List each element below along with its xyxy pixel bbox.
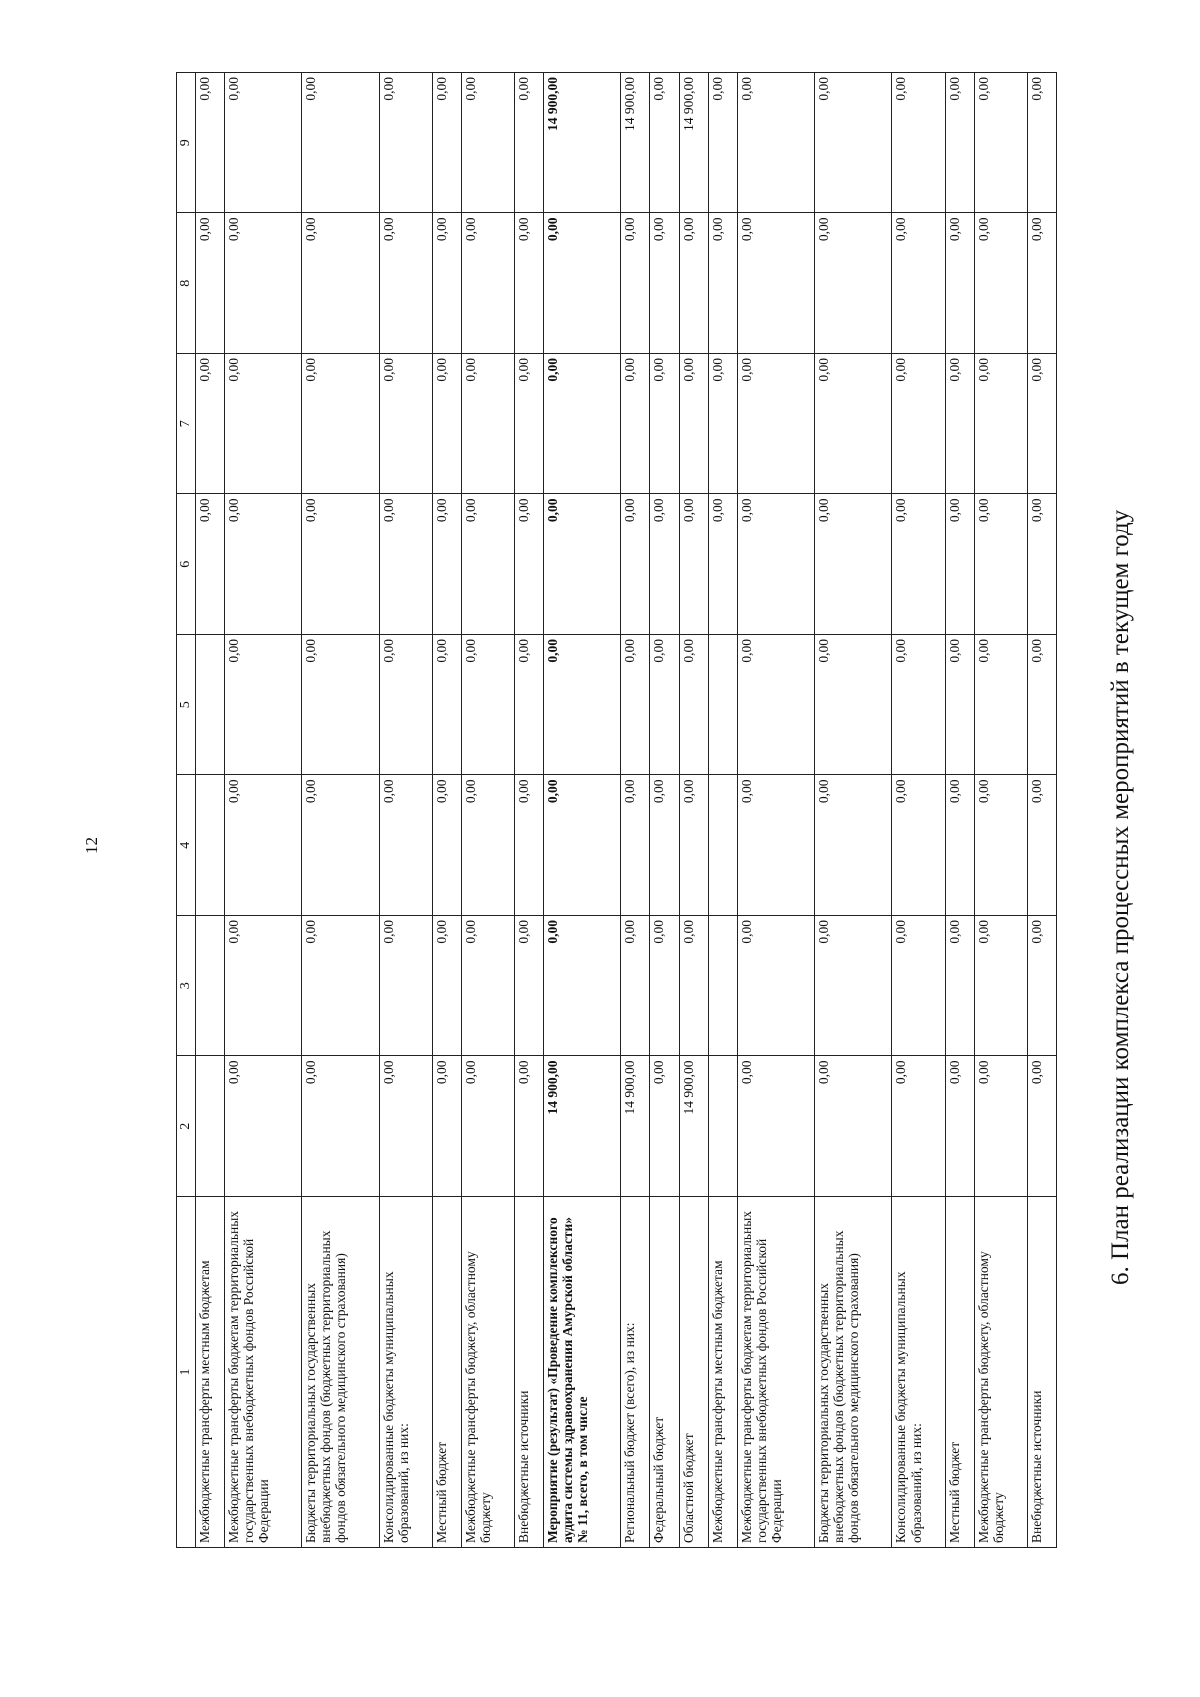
table-cell: 0,00	[302, 73, 379, 214]
row-label: Межбюджетные трансферты бюджету, областному бюджету	[974, 1197, 1027, 1548]
table-cell: 0,00	[302, 354, 379, 495]
table-cell: 0,00	[379, 1056, 432, 1197]
table-cell: 0,00	[737, 213, 814, 354]
table-cell: 0,00	[379, 494, 432, 635]
table-cell: 0,00	[892, 635, 945, 776]
table-row	[621, 73, 650, 1548]
table-cell: 0,00	[708, 354, 737, 495]
table-cell: 0,00	[974, 213, 1027, 354]
table-cell: 0,00	[1027, 775, 1056, 916]
row-label: Федеральный бюджет	[650, 1197, 679, 1548]
table-row	[302, 73, 379, 1548]
row-label: Межбюджетные трансферты местным бюджетам	[708, 1197, 737, 1548]
table-cell: 0,00	[461, 73, 514, 214]
row-label: Областной бюджет	[679, 1197, 708, 1548]
table-cell: 0,00	[679, 635, 708, 776]
table-cell: 0,00	[650, 1056, 679, 1197]
table-cell: 0,00	[814, 1056, 891, 1197]
table-cell: 0,00	[1027, 73, 1056, 214]
table-cell: 0,00	[1027, 916, 1056, 1057]
table-cell: 0,00	[737, 775, 814, 916]
table-cell: 0,00	[302, 635, 379, 776]
table-cell: 0,00	[515, 73, 544, 214]
table-cell: 0,00	[302, 494, 379, 635]
table-cell: 0,00	[679, 354, 708, 495]
table-cell: 0,00	[544, 916, 621, 1057]
table-cell: 0,00	[679, 916, 708, 1057]
column-header: 2	[177, 1056, 196, 1197]
table-cell: 0,00	[515, 354, 544, 495]
budget-table	[176, 72, 1057, 1548]
row-label: Внебюджетные источники	[515, 1197, 544, 1548]
table-cell: 0,00	[1027, 213, 1056, 354]
table-row	[814, 73, 891, 1548]
table-cell: 0,00	[544, 354, 621, 495]
table-cell: 0,00	[892, 775, 945, 916]
table-cell: 0,00	[544, 494, 621, 635]
table-cell	[708, 635, 737, 776]
table-cell: 0,00	[679, 213, 708, 354]
table-cell: 0,00	[945, 213, 974, 354]
table-cell: 0,00	[650, 775, 679, 916]
table-cell: 0,00	[224, 635, 301, 776]
table-cell: 0,00	[892, 494, 945, 635]
table-row	[224, 73, 301, 1548]
table-cell: 0,00	[737, 354, 814, 495]
table-row	[679, 73, 708, 1548]
table-cell: 0,00	[461, 916, 514, 1057]
table-cell: 0,00	[945, 635, 974, 776]
table-row	[515, 73, 544, 1548]
table-cell: 0,00	[621, 213, 650, 354]
table-cell: 0,00	[892, 213, 945, 354]
table-row	[432, 73, 461, 1548]
table-cell: 0,00	[432, 354, 461, 495]
column-header: 1	[177, 1197, 196, 1548]
table-cell: 0,00	[945, 494, 974, 635]
table-cell	[708, 916, 737, 1057]
table-cell	[708, 775, 737, 916]
table-cell: 0,00	[195, 213, 224, 354]
table-cell: 0,00	[379, 213, 432, 354]
table-cell: 0,00	[515, 213, 544, 354]
table-cell: 0,00	[974, 916, 1027, 1057]
table-cell: 0,00	[1027, 494, 1056, 635]
row-label: Местный бюджет	[945, 1197, 974, 1548]
table-cell: 0,00	[814, 73, 891, 214]
table-cell: 0,00	[737, 73, 814, 214]
table-cell: 0,00	[679, 775, 708, 916]
table-cell: 0,00	[814, 354, 891, 495]
column-header: 5	[177, 635, 196, 776]
table-cell: 0,00	[224, 354, 301, 495]
table-cell: 0,00	[515, 916, 544, 1057]
table-cell: 0,00	[945, 1056, 974, 1197]
table-cell: 0,00	[461, 354, 514, 495]
table-cell: 0,00	[432, 775, 461, 916]
table-cell: 0,00	[302, 213, 379, 354]
table-cell: 0,00	[461, 494, 514, 635]
table-cell: 0,00	[1027, 635, 1056, 776]
table-cell: 0,00	[621, 916, 650, 1057]
table-row	[737, 73, 814, 1548]
table-cell: 0,00	[621, 775, 650, 916]
row-label: Мероприятие (результат) «Проведение комплексного аудита системы здравоохранения Амурской области» № 11, всего, в том числе	[544, 1197, 621, 1548]
table-cell: 0,00	[461, 213, 514, 354]
table-cell: 0,00	[974, 635, 1027, 776]
table-cell: 0,00	[621, 635, 650, 776]
column-header: 9	[177, 73, 196, 214]
table-cell: 0,00	[224, 213, 301, 354]
table-cell: 0,00	[737, 494, 814, 635]
table-row	[974, 73, 1027, 1548]
table-cell: 0,00	[302, 1056, 379, 1197]
table-cell: 0,00	[737, 1056, 814, 1197]
table-cell	[195, 916, 224, 1057]
table-cell: 0,00	[621, 494, 650, 635]
table-row	[1027, 73, 1056, 1548]
row-label: Консолидированные бюджеты муниципальных образований, из них:	[892, 1197, 945, 1548]
table-cell: 0,00	[650, 494, 679, 635]
table-cell: 0,00	[892, 73, 945, 214]
table-cell	[195, 1056, 224, 1197]
table-cell: 0,00	[544, 635, 621, 776]
table-cell: 0,00	[432, 213, 461, 354]
table-cell: 14 900,00	[679, 1056, 708, 1197]
row-label: Внебюджетные источники	[1027, 1197, 1056, 1548]
row-label: Региональный бюджет (всего), из них:	[621, 1197, 650, 1548]
table-row	[945, 73, 974, 1548]
table-cell: 0,00	[708, 213, 737, 354]
table-cell: 0,00	[302, 916, 379, 1057]
column-header: 3	[177, 916, 196, 1057]
table-cell: 0,00	[224, 1056, 301, 1197]
table-cell: 0,00	[892, 1056, 945, 1197]
table-cell: 0,00	[195, 73, 224, 214]
table-cell: 0,00	[679, 494, 708, 635]
table-cell: 0,00	[379, 354, 432, 495]
table-body	[195, 73, 1056, 1548]
table-cell: 0,00	[945, 775, 974, 916]
table-cell: 0,00	[650, 73, 679, 214]
table-cell: 0,00	[515, 1056, 544, 1197]
row-label: Межбюджетные трансферты местным бюджетам	[195, 1197, 224, 1548]
budget-table-container	[176, 73, 1057, 1548]
table-cell: 0,00	[224, 775, 301, 916]
table-cell: 0,00	[224, 916, 301, 1057]
table-cell: 0,00	[544, 775, 621, 916]
table-cell: 0,00	[974, 494, 1027, 635]
table-cell: 0,00	[515, 635, 544, 776]
table-cell: 0,00	[224, 494, 301, 635]
table-cell: 0,00	[432, 73, 461, 214]
table-row	[379, 73, 432, 1548]
table-cell: 0,00	[814, 916, 891, 1057]
table-cell: 0,00	[945, 916, 974, 1057]
table-cell: 0,00	[974, 354, 1027, 495]
table-cell: 0,00	[974, 73, 1027, 214]
table-cell: 14 900,00	[544, 1056, 621, 1197]
table-cell: 0,00	[515, 775, 544, 916]
table-row	[544, 73, 621, 1548]
table-cell: 0,00	[432, 916, 461, 1057]
table-cell: 0,00	[379, 635, 432, 776]
table-cell: 0,00	[302, 775, 379, 916]
table-cell: 0,00	[432, 1056, 461, 1197]
table-cell: 0,00	[737, 635, 814, 776]
table-cell: 0,00	[650, 916, 679, 1057]
table-cell: 0,00	[379, 916, 432, 1057]
table-cell: 0,00	[1027, 354, 1056, 495]
column-header: 8	[177, 213, 196, 354]
table-cell: 0,00	[544, 213, 621, 354]
row-label: Межбюджетные трансферты бюджетам территориальных государственных внебюджетных фондов Российской Федерации	[224, 1197, 301, 1548]
table-cell: 0,00	[945, 354, 974, 495]
table-cell: 0,00	[195, 494, 224, 635]
table-row	[195, 73, 224, 1548]
table-cell: 0,00	[814, 494, 891, 635]
column-header: 6	[177, 494, 196, 635]
table-cell: 0,00	[892, 916, 945, 1057]
row-label: Местный бюджет	[432, 1197, 461, 1548]
table-cell	[195, 775, 224, 916]
table-header-row	[177, 73, 196, 1548]
table-cell: 0,00	[461, 1056, 514, 1197]
table-cell: 0,00	[461, 775, 514, 916]
section-heading: 6. План реализации комплекса процессных мероприятий в текущем году	[1107, 509, 1134, 1285]
column-header: 4	[177, 775, 196, 916]
table-cell: 0,00	[814, 213, 891, 354]
table-cell	[708, 1056, 737, 1197]
table-cell: 0,00	[432, 635, 461, 776]
table-cell: 0,00	[892, 354, 945, 495]
row-label: Межбюджетные трансферты бюджету, областному бюджету	[461, 1197, 514, 1548]
column-header: 7	[177, 354, 196, 495]
table-cell: 0,00	[461, 635, 514, 776]
table-row	[892, 73, 945, 1548]
table-cell: 0,00	[650, 354, 679, 495]
table-row	[650, 73, 679, 1548]
table-cell: 14 900,00	[679, 73, 708, 214]
table-cell: 0,00	[224, 73, 301, 214]
table-cell: 0,00	[650, 635, 679, 776]
table-cell: 0,00	[974, 1056, 1027, 1197]
row-label: Межбюджетные трансферты бюджетам территориальных государственных внебюджетных фондов Российской Федерации	[737, 1197, 814, 1548]
table-cell: 0,00	[814, 635, 891, 776]
table-cell: 0,00	[432, 494, 461, 635]
row-label: Бюджеты территориальных государственных внебюджетных фондов (бюджетных территориальных фондов обязательного медицинского страхования)	[302, 1197, 379, 1548]
table-cell: 0,00	[621, 354, 650, 495]
table-cell: 0,00	[945, 73, 974, 214]
table-cell: 0,00	[195, 354, 224, 495]
table-cell: 14 900,00	[621, 73, 650, 214]
table-cell: 0,00	[708, 73, 737, 214]
row-label: Бюджеты территориальных государственных внебюджетных фондов (бюджетных территориальных фондов обязательного медицинского страхования)	[814, 1197, 891, 1548]
table-cell: 0,00	[708, 494, 737, 635]
table-row	[461, 73, 514, 1548]
table-cell: 0,00	[379, 775, 432, 916]
table-cell: 0,00	[814, 775, 891, 916]
table-cell: 14 900,00	[621, 1056, 650, 1197]
table-cell: 14 900,00	[544, 73, 621, 214]
table-cell: 0,00	[379, 73, 432, 214]
page-number: 12	[82, 837, 101, 854]
table-row	[708, 73, 737, 1548]
table-cell: 0,00	[650, 213, 679, 354]
row-label: Консолидированные бюджеты муниципальных образований, из них:	[379, 1197, 432, 1548]
table-cell: 0,00	[737, 916, 814, 1057]
table-cell: 0,00	[515, 494, 544, 635]
table-cell: 0,00	[1027, 1056, 1056, 1197]
table-cell: 0,00	[974, 775, 1027, 916]
table-cell	[195, 635, 224, 776]
